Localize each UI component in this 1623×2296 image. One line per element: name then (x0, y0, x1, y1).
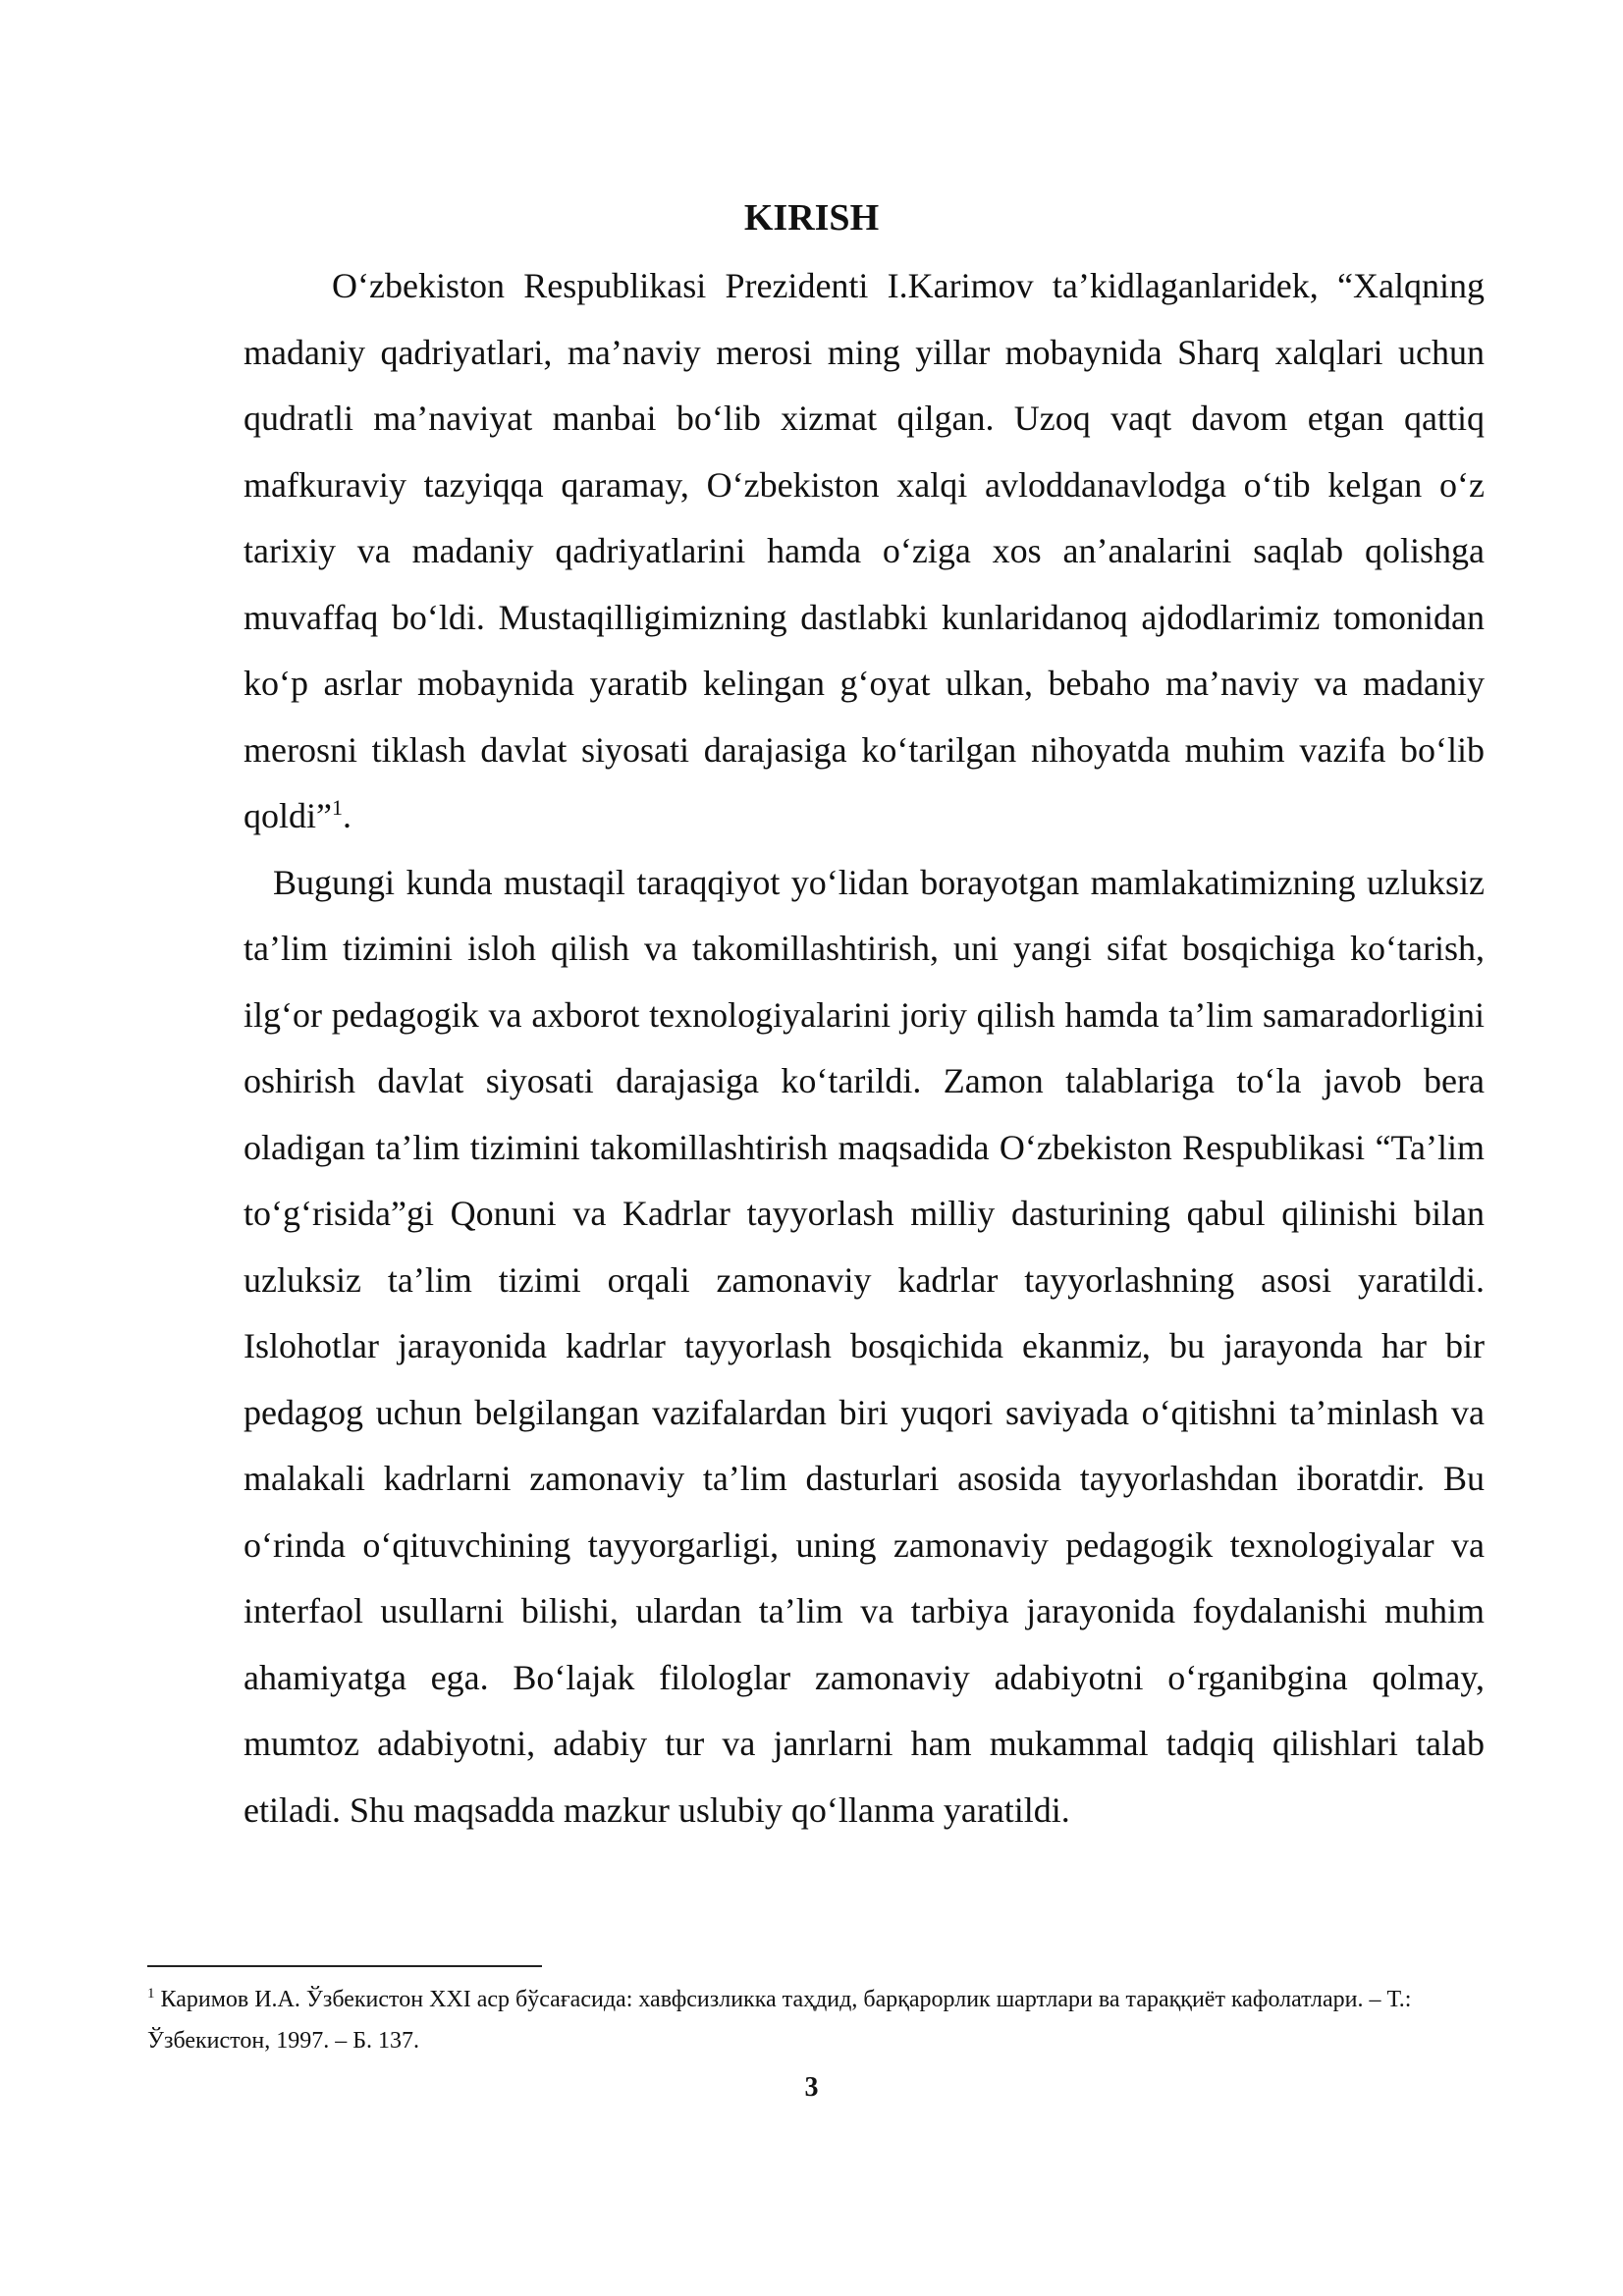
paragraph-2 (243, 850, 1485, 1844)
paragraph-2-text: Bugungi kunda mustaqil taraqqiyot yo‘lidan borayotgan mamlakatimizning uzluksiz ta’lim tizimini isloh qilish va takomillashtirish, uni yangi sifat bosqichiga ko‘tarish, ilg‘or pedagogik va axborot texnologiyalarini joriy qilish hamda ta’lim samaradorligini oshirish davlat siyosati darajasiga ko‘tarildi. Zamon talablariga to‘la javob bera oladigan ta’lim tizimini takomillashtirish maqsadida O‘zbekiston Respublikasi “Ta’lim to‘g‘risida”gi Qonuni va Kadrlar tayyorlash milliy dasturining qabul qilinishi bilan uzluksiz ta’lim tizimi orqali zamonaviy kadrlar tayyorlashning asosi yaratildi. Islohotlar jarayonida kadrlar tayyorlash bosqichida ekanmiz, bu jarayonda har bir pedagog uchun belgilangan vazifalardan biri yuqori saviyada o‘qitishni ta’minlash va malakali kadrlarni zamonaviy ta’lim dasturlari asosida tayyorlashdan iboratdir. Bu o‘rinda o‘qituvchining tayyorgarligi, uning zamonaviy pedagogik texnologiyalar va interfaol usullarni bilishi, ulardan ta’lim va tarbiya jarayonida foydalanishi muhim ahamiyatga ega. Bo‘lajak filologlar zamonaviy adabiyotni o‘rganibgina qolmay, mumtoz adabiyotni, adabiy tur va janrlarni ham mukammal tadqiq qilishlari talab etiladi. Shu maqsadda mazkur uslubiy qo‘llanma yaratildi. (243, 862, 1485, 1830)
body-text (243, 253, 1485, 1843)
footnote-reference[interactable]: 1 (331, 795, 343, 820)
footnote-marker: 1 (147, 1986, 155, 2002)
paragraph-1 (243, 253, 1485, 850)
footnote (147, 1979, 1485, 2061)
section-title: KIRISH (743, 197, 880, 239)
paragraph-1-text: O‘zbekiston Respublikasi Prezidenti I.Karimov ta’kidlaganlaridek, “Xalqning madaniy qadriyatlari, ma’naviy merosi ming yillar mobaynida Sharq xalqlari uchun qudratli ma’naviyat manbai bo‘lib xizmat qilgan. Uzoq vaqt davom etgan qattiq mafkuraviy tazyiqqa qaramay, O‘zbekiston xalqi avloddanavlodga o‘tib kelgan o‘z tarixiy va madaniy qadriyatlarini hamda o‘ziga xos an’analarini saqlab qolishga muvaffaq bo‘ldi. Mustaqilligimizning dastlabki kunlaridanoq ajdodlarimiz tomonidan ko‘p asrlar mobaynida yaratib kelingan g‘oyat ulkan, bebaho ma’naviy va madaniy merosni tiklash davlat siyosati darajasiga ko‘tarilgan nihoyatda muhim vazifa bo‘lib qoldi” (243, 266, 1485, 835)
page-number: 3 (804, 2072, 819, 2103)
footnote-separator (147, 1965, 542, 1967)
footnote-text: Каримов И.А. Ўзбекистон XXI аср бўсағасида: хавфсизликка таҳдид, барқарорлик шартлари ва тараққиёт кафолатлари. – Т.: Ўзбекистон, 1997. – Б. 137. (147, 1987, 1412, 2054)
paragraph-1-end: . (342, 796, 352, 835)
